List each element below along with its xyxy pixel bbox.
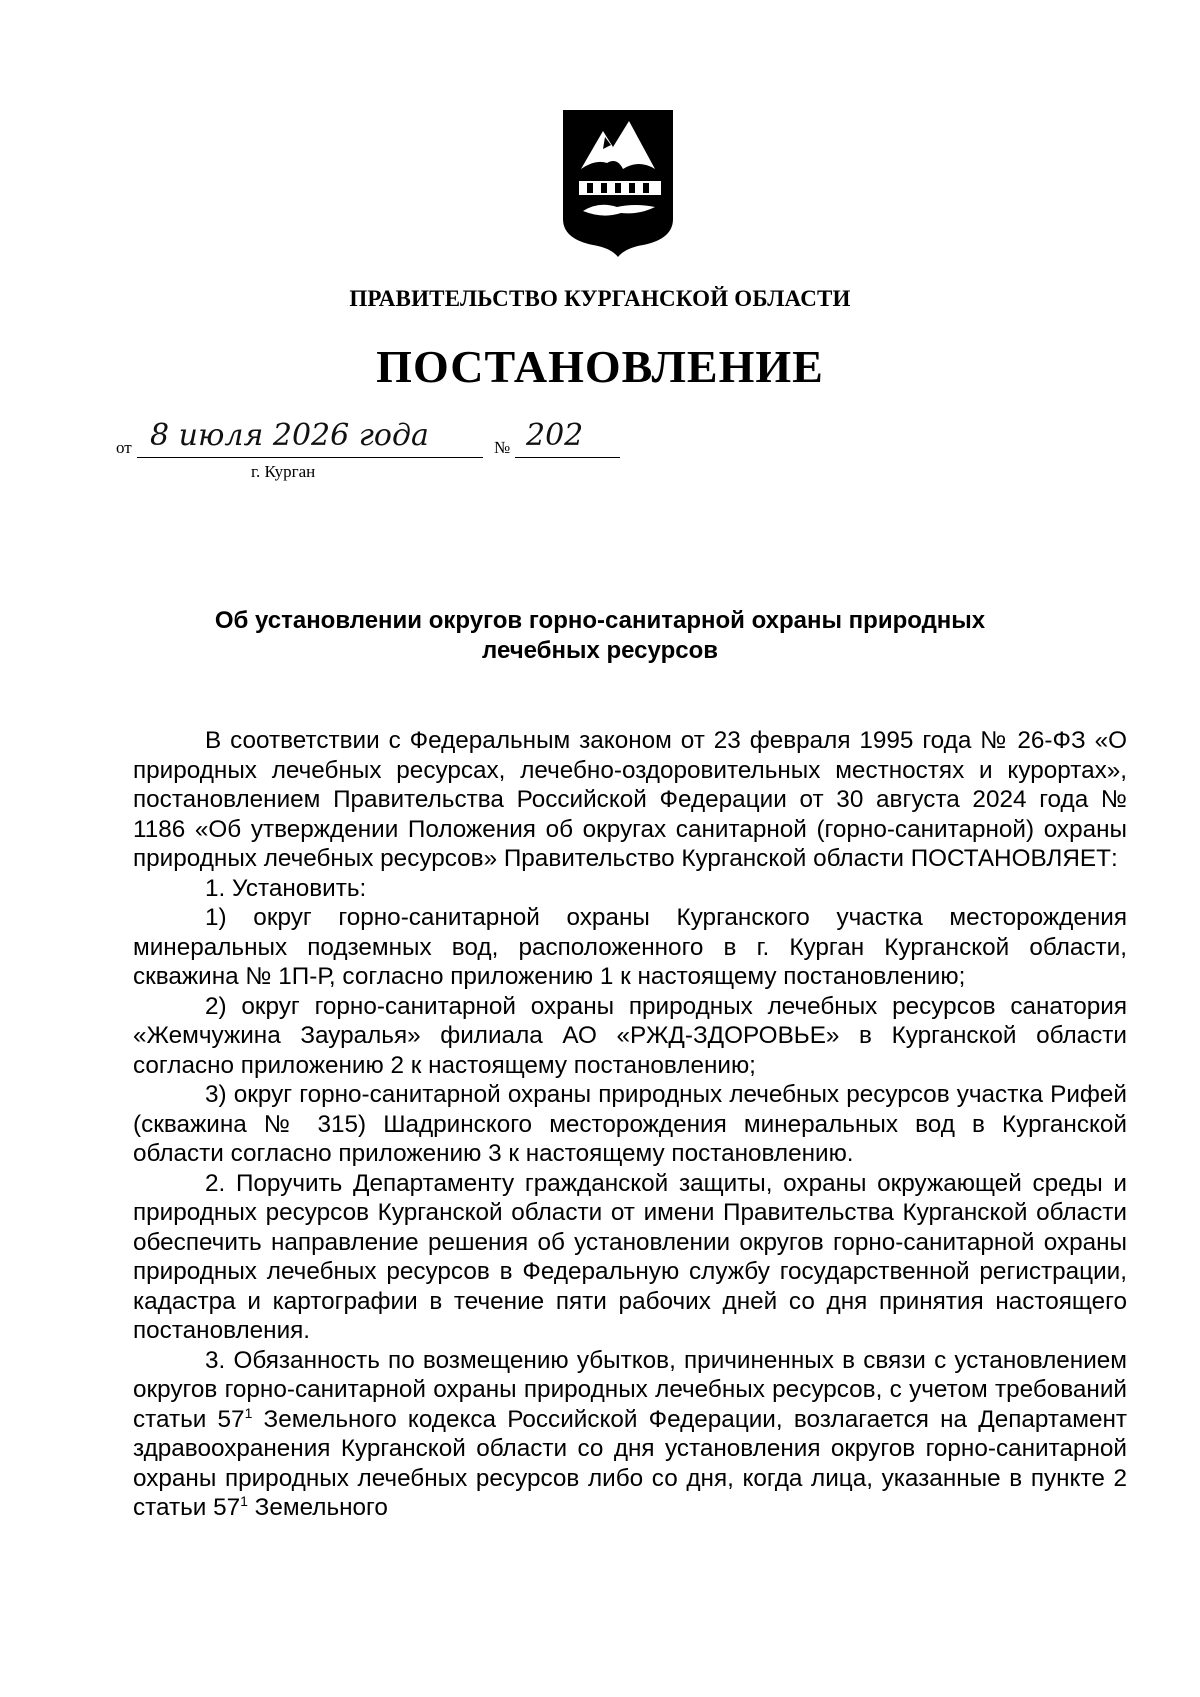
date-underline	[137, 457, 483, 458]
superscript-1: 1	[244, 1404, 253, 1421]
paragraph-3-text-a: 3. Обязанность по возмещению убытков, причиненных в связи с установлением округов горно-санитарной охраны природных лечебных ресурсов, с учетом требований статьи 57	[133, 1346, 1127, 1433]
document-body	[133, 726, 1127, 1523]
title-line-2: лечебных ресурсов	[482, 637, 718, 664]
paragraph-3-text-b: Земельного кодекса Российской Федерации, возлагается на Департамент здравоохранения Курганской области со дня установления округов горно-санитарной охраны природных лечебных ресурсов либо со дня, когда лица, указанные в пункте 2 статьи 57	[133, 1405, 1127, 1521]
number-label: №	[494, 438, 511, 457]
date-handwritten: 8 июля 2026 года	[150, 418, 429, 453]
paragraph-1-2: 2) округ горно-санитарной охраны природных лечебных ресурсов санатория «Жемчужина Зауралья» филиала АО «РЖД-ЗДОРОВЬЕ» в Курганской области согласно приложению 2 к настоящему постановлению;	[133, 992, 1127, 1079]
coat-of-arms-icon	[559, 107, 677, 259]
date-prefix: от	[116, 438, 132, 457]
city-name: г. Курган	[251, 462, 316, 481]
paragraph-2: 2. Поручить Департаменту гражданской защиты, охраны окружающей среды и природных ресурсов Курганской области от имени Правительства Курганской области обеспечить направление решения об установлении округов горно-санитарной охраны природных лечебных ресурсов в Федеральную службу государственной регистрации, кадастра и картографии в течение пяти рабочих дней со дня принятия настоящего постановления.	[133, 1169, 1127, 1344]
paragraph-3-text-c: Земельного	[247, 1494, 388, 1521]
preamble-paragraph: В соответствии с Федеральным законом от 23 февраля 1995 года № 26-ФЗ «О природных лечебных ресурсах, лечебно-оздоровительных местностях и курортах», постановлением Правительства Российской Федерации от 30 августа 2024 года № 1186 «Об утверждении Положения об округах санитарной (горно-санитарной) охраны природных лечебных ресурсов» Правительство Курганской области ПОСТАНОВЛЯЕТ:	[133, 727, 1127, 872]
organization-name: ПРАВИТЕЛЬСТВО КУРГАНСКОЙ ОБЛАСТИ	[349, 286, 851, 311]
superscript-2: 1	[240, 1492, 248, 1509]
document-type: ПОСТАНОВЛЕНИЕ	[376, 341, 824, 392]
number-underline	[515, 457, 620, 458]
title-line-1: Об установлении округов горно-санитарной охраны природных	[214, 607, 986, 634]
paragraph-1-1: 1) округ горно-санитарной охраны Курганского участка месторождения минеральных подземных вод, расположенного в г. Курган Курганской области, скважина № 1П-Р, согласно приложению 1 к настоящему постановлению;	[133, 904, 1127, 990]
paragraph-1: 1. Установить:	[205, 874, 367, 902]
paragraph-3	[133, 1346, 1127, 1523]
document-title	[150, 606, 1050, 666]
paragraph-1-3: 3) округ горно-санитарной охраны природных лечебных ресурсов участка Рифей (скважина № 315) Шадринского месторождения минеральных вод в Курганской области согласно приложению 3 к настоящему постановлению.	[133, 1081, 1127, 1167]
number-handwritten: 202	[526, 418, 584, 453]
